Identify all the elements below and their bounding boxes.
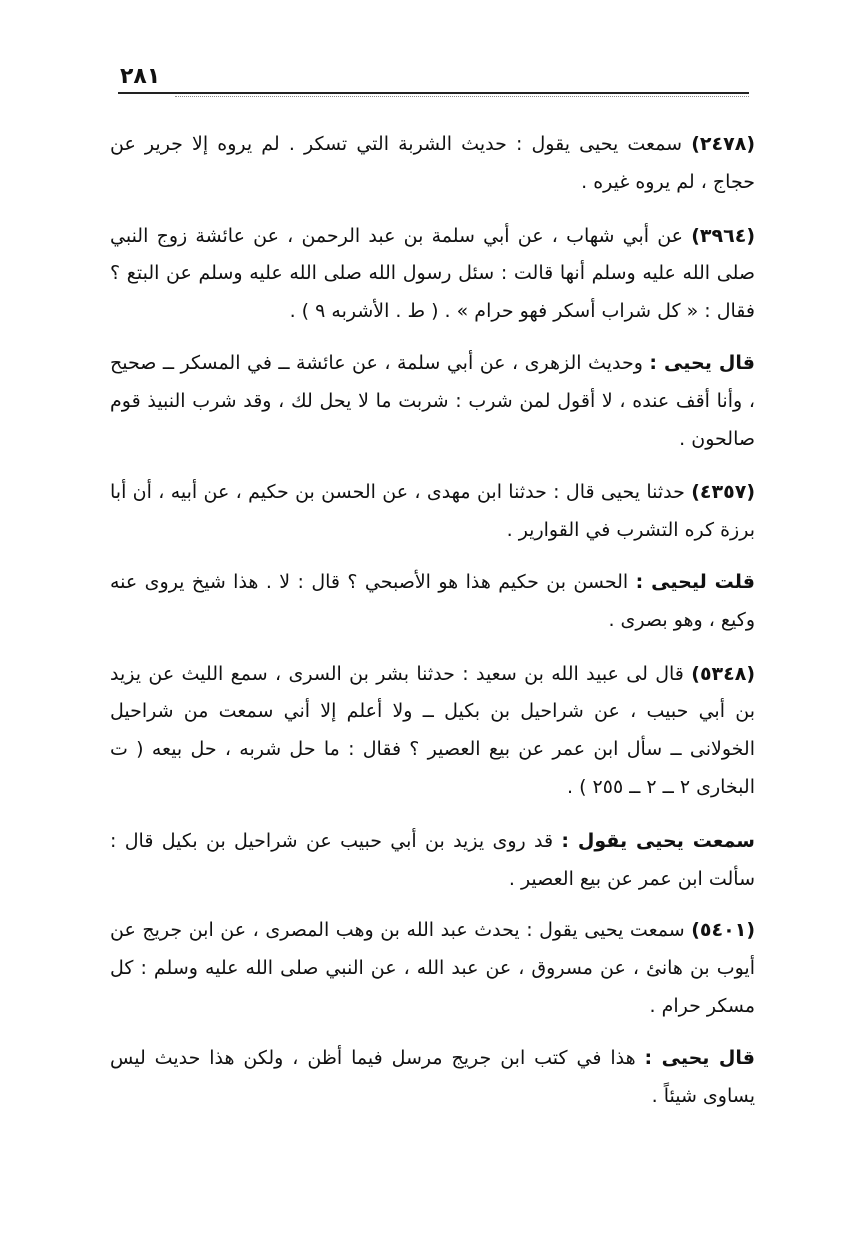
paragraph-text: عن أبي شهاب ، عن أبي سلمة بن عبد الرحمن ، عن عائشة زوج النبي صلى الله عليه وسلم أنها قالت : سئل رسول الله صلى الله عليه وسلم عن البتع ؟ فقال : « كل شراب أسكر فهو حرام » . ( ط . الأشربه ٩ ) . [110,224,755,323]
paragraph-number: (٥٣٤٨) [691,662,756,685]
paragraph-4357 [110,474,755,550]
paragraph-5401 [110,912,755,1025]
page-body [110,126,755,1131]
paragraph-number: (٣٩٦٤) [691,224,755,247]
paragraph-number: (٥٤٠١) [691,919,755,942]
header-rule-dotted [175,96,749,97]
paragraph-number: (٤٣٥٧) [691,481,755,504]
page-number: ٢٨١ [120,64,161,89]
paragraph-text: قال لى عبيد الله بن سعيد : حدثنا بشر بن السرى ، سمع الليث عن يزيد بن أبي حبيب ، عن شراحيل بن بكيل ــ ولا أعلم إلا أني سمعت من شراحيل الخولانى ــ سأل ابن عمر عن بيع العصير ؟ فقال : ما حل شربه ، حل بيعه ( ت البخارى ٢ ــ ٢ ــ ٢٥٥ ) . [110,662,755,798]
paragraph-lead: سمعت يحيى يقول : [561,829,755,852]
paragraph-3964 [110,218,755,331]
paragraph-text: سمعت يحيى يقول : حديث الشربة التي تسكر . لم يروه إلا جرير عن حجاج ، لم يروه غيره . [110,133,755,193]
paragraph-yahya-question [110,564,755,640]
paragraph-yahya-comment-3 [110,1040,755,1116]
paragraph-5348 [110,656,755,807]
paragraph-text: وحديث الزهرى ، عن أبي سلمة ، عن عائشة ــ في المسكر ــ صحيح ، وأنا أقف عنده ، لا أقول لمن شرب : شربت ما لا يحل لك ، وقد شرب النبيذ قوم صالحون . [110,351,755,450]
paragraph-text: الحسن بن حكيم هذا هو الأصبحي ؟ قال : لا . هذا شيخ يروى عنه وكيع ، وهو بصرى . [110,570,755,631]
paragraph-2478 [110,126,755,202]
paragraph-lead: قلت ليحيى : [635,570,755,593]
paragraph-text: هذا في كتب ابن جريج مرسل فيما أظن ، ولكن هذا حديث ليس يساوى شيئاً . [110,1046,755,1107]
paragraph-lead: قال يحيى : [644,1046,755,1069]
paragraph-text: قد روى يزيد بن أبي حبيب عن شراحيل بن بكيل قال : سألت ابن عمر عن بيع العصير . [110,829,755,890]
paragraph-text: سمعت يحيى يقول : يحدث عبد الله بن وهب المصرى ، عن ابن جريج عن أيوب بن هانئ ، عن مسروق ، عن عبد الله ، عن النبي صلى الله عليه وسلم : كل مسكر حرام . [110,919,755,1017]
header-rule [118,92,749,94]
paragraph-yahya-comment-1 [110,345,755,458]
paragraph-yahya-comment-2 [110,823,755,899]
paragraph-text: حدثنا يحيى قال : حدثنا ابن مهدى ، عن الحسن بن حكيم ، عن أبيه ، أن أبا برزة كره التشرب في القوارير . [110,481,755,542]
paragraph-number: (٢٤٧٨) [691,133,755,155]
paragraph-lead: قال يحيى : [649,351,755,374]
